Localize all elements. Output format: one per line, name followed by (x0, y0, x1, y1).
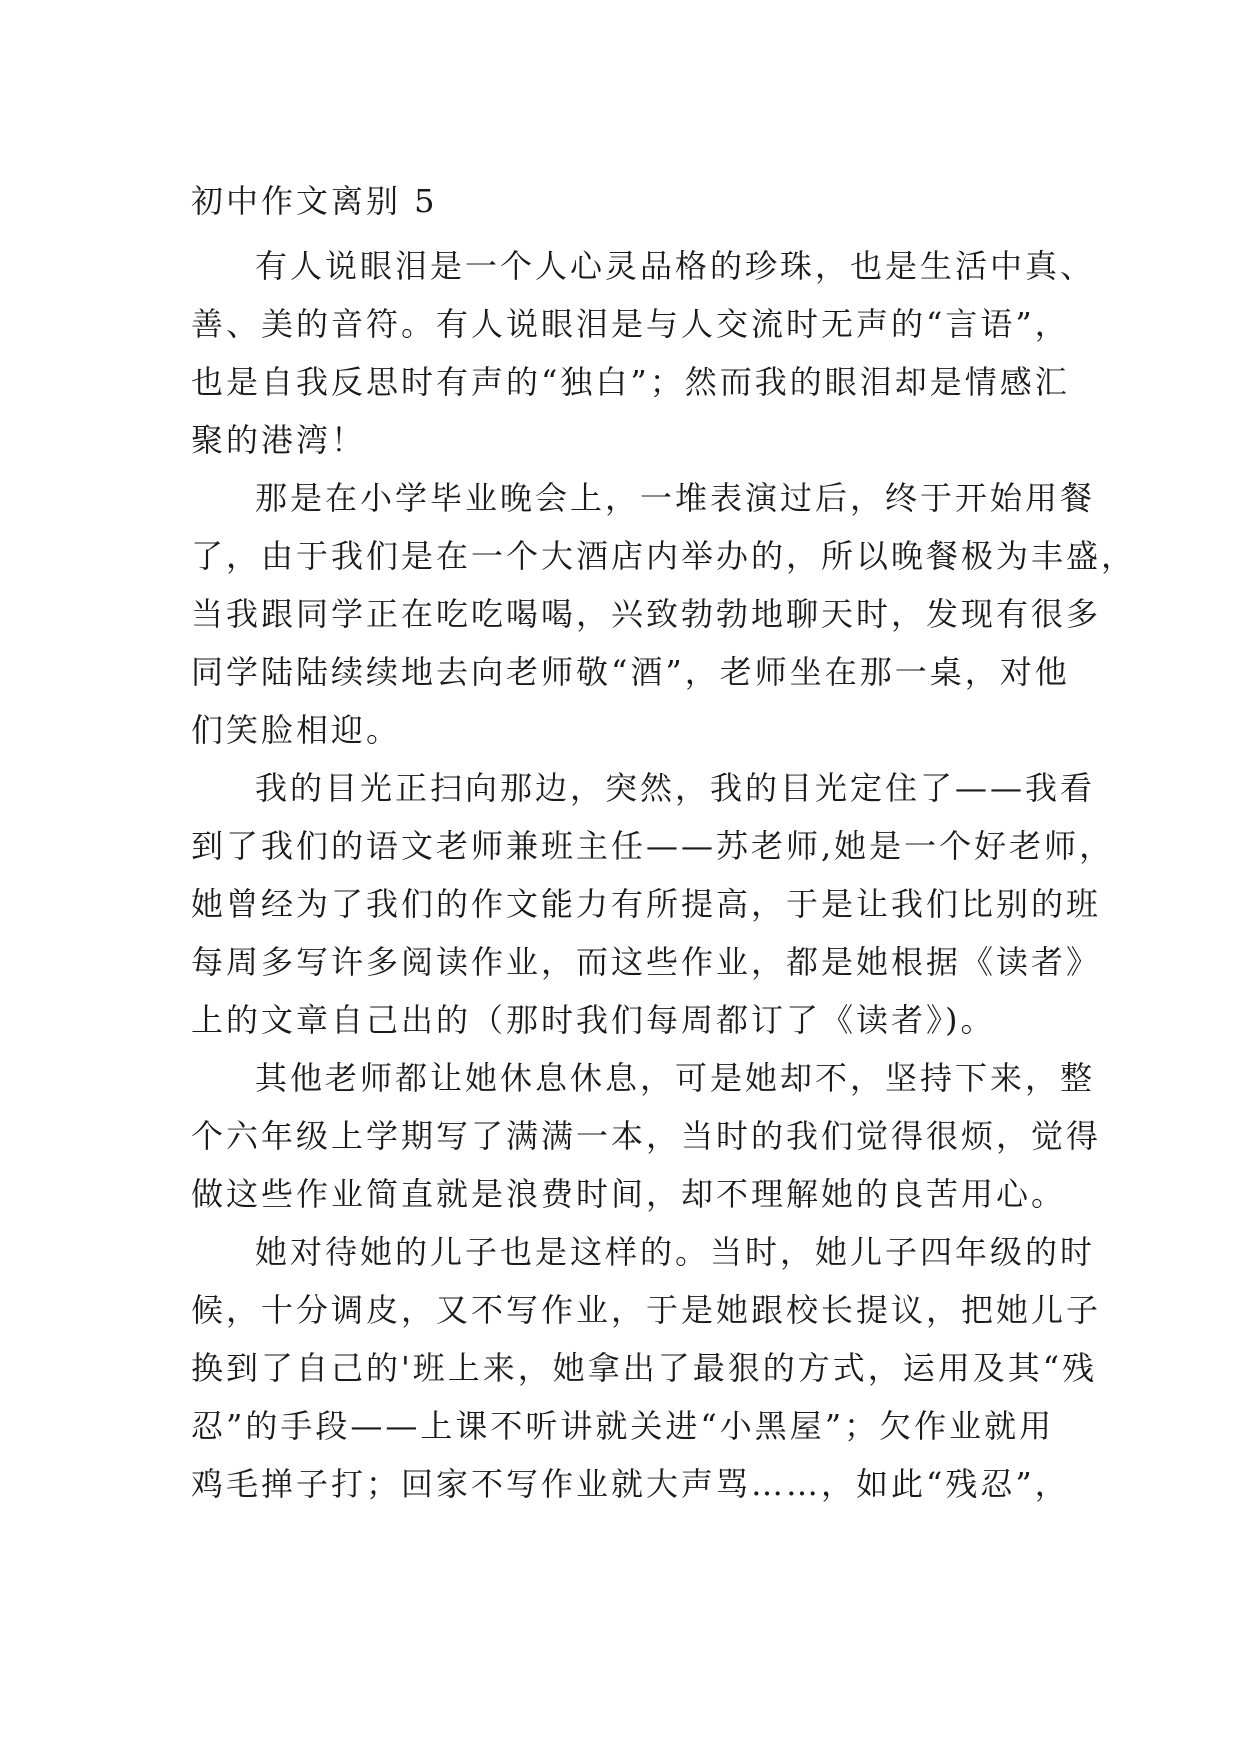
paragraph-line: 上的文章自己出的（那时我们每周都订了《读者》)。 (191, 1001, 996, 1039)
paragraph-4 (191, 1049, 1102, 1223)
paragraph-line: 她对待她的儿子也是这样的。当时，她儿子四年级的时 (255, 1233, 1096, 1271)
paragraph-line: 们笑脸相迎。 (191, 711, 402, 749)
paragraph-5 (191, 1223, 1102, 1513)
paragraph-line: 个六年级上学期写了满满一本，当时的我们觉得很烦，觉得 (191, 1117, 1102, 1155)
paragraph-line: 候，十分调皮，又不写作业，于是她跟校长提议，把她儿子 (191, 1291, 1102, 1329)
paragraph-line: 鸡毛掸子打；回家不写作业就大声骂……，如此“残忍”， (191, 1465, 1070, 1503)
paragraph-line: 我的目光正扫向那边，突然，我的目光定住了——我看 (255, 769, 1096, 807)
paragraph-line: 有人说眼泪是一个人心灵品格的珍珠，也是生活中真、 (255, 247, 1096, 285)
paragraph-line: 聚的港湾！ (191, 421, 367, 459)
document-title: 初中作文离别 5 (191, 182, 438, 220)
paragraph-1 (191, 237, 1096, 469)
paragraph-line: 每周多写许多阅读作业，而这些作业，都是她根据《读者》 (191, 943, 1102, 981)
paragraph-line: 换到了自己的'班上来，她拿出了最狠的方式，运用及其“残 (191, 1349, 1098, 1387)
paragraph-line: 同学陆陆续续地去向老师敬“酒”，老师坐在那一桌，对他 (191, 653, 1070, 691)
paragraph-line: 其他老师都让她休息休息，可是她却不，坚持下来，整 (255, 1059, 1096, 1097)
paragraph-3 (191, 759, 1115, 1049)
paragraph-line: 那是在小学毕业晚会上，一堆表演过后，终于开始用餐 (255, 479, 1096, 517)
paragraph-line: 也是自我反思时有声的“独白”；然而我的眼泪却是情感汇 (191, 363, 1070, 401)
paragraph-line: 她曾经为了我们的作文能力有所提高，于是让我们比别的班 (191, 885, 1102, 923)
paragraph-line: 到了我们的语文老师兼班主任——苏老师,她是一个好老师， (191, 827, 1115, 865)
paragraph-2 (191, 469, 1137, 759)
paragraph-line: 了，由于我们是在一个大酒店内举办的，所以晚餐极为丰盛， (191, 537, 1137, 575)
paragraph-line: 善、美的音符。有人说眼泪是与人交流时无声的“言语”， (191, 305, 1070, 343)
paragraph-line: 当我跟同学正在吃吃喝喝，兴致勃勃地聊天时，发现有很多 (191, 595, 1102, 633)
document-body (191, 177, 1137, 1513)
paragraph-line: 做这些作业简直就是浪费时间，却不理解她的良苦用心。 (191, 1175, 1067, 1213)
paragraph-line: 忍”的手段——上课不听讲就关进“小黑屋”；欠作业就用 (191, 1407, 1055, 1445)
